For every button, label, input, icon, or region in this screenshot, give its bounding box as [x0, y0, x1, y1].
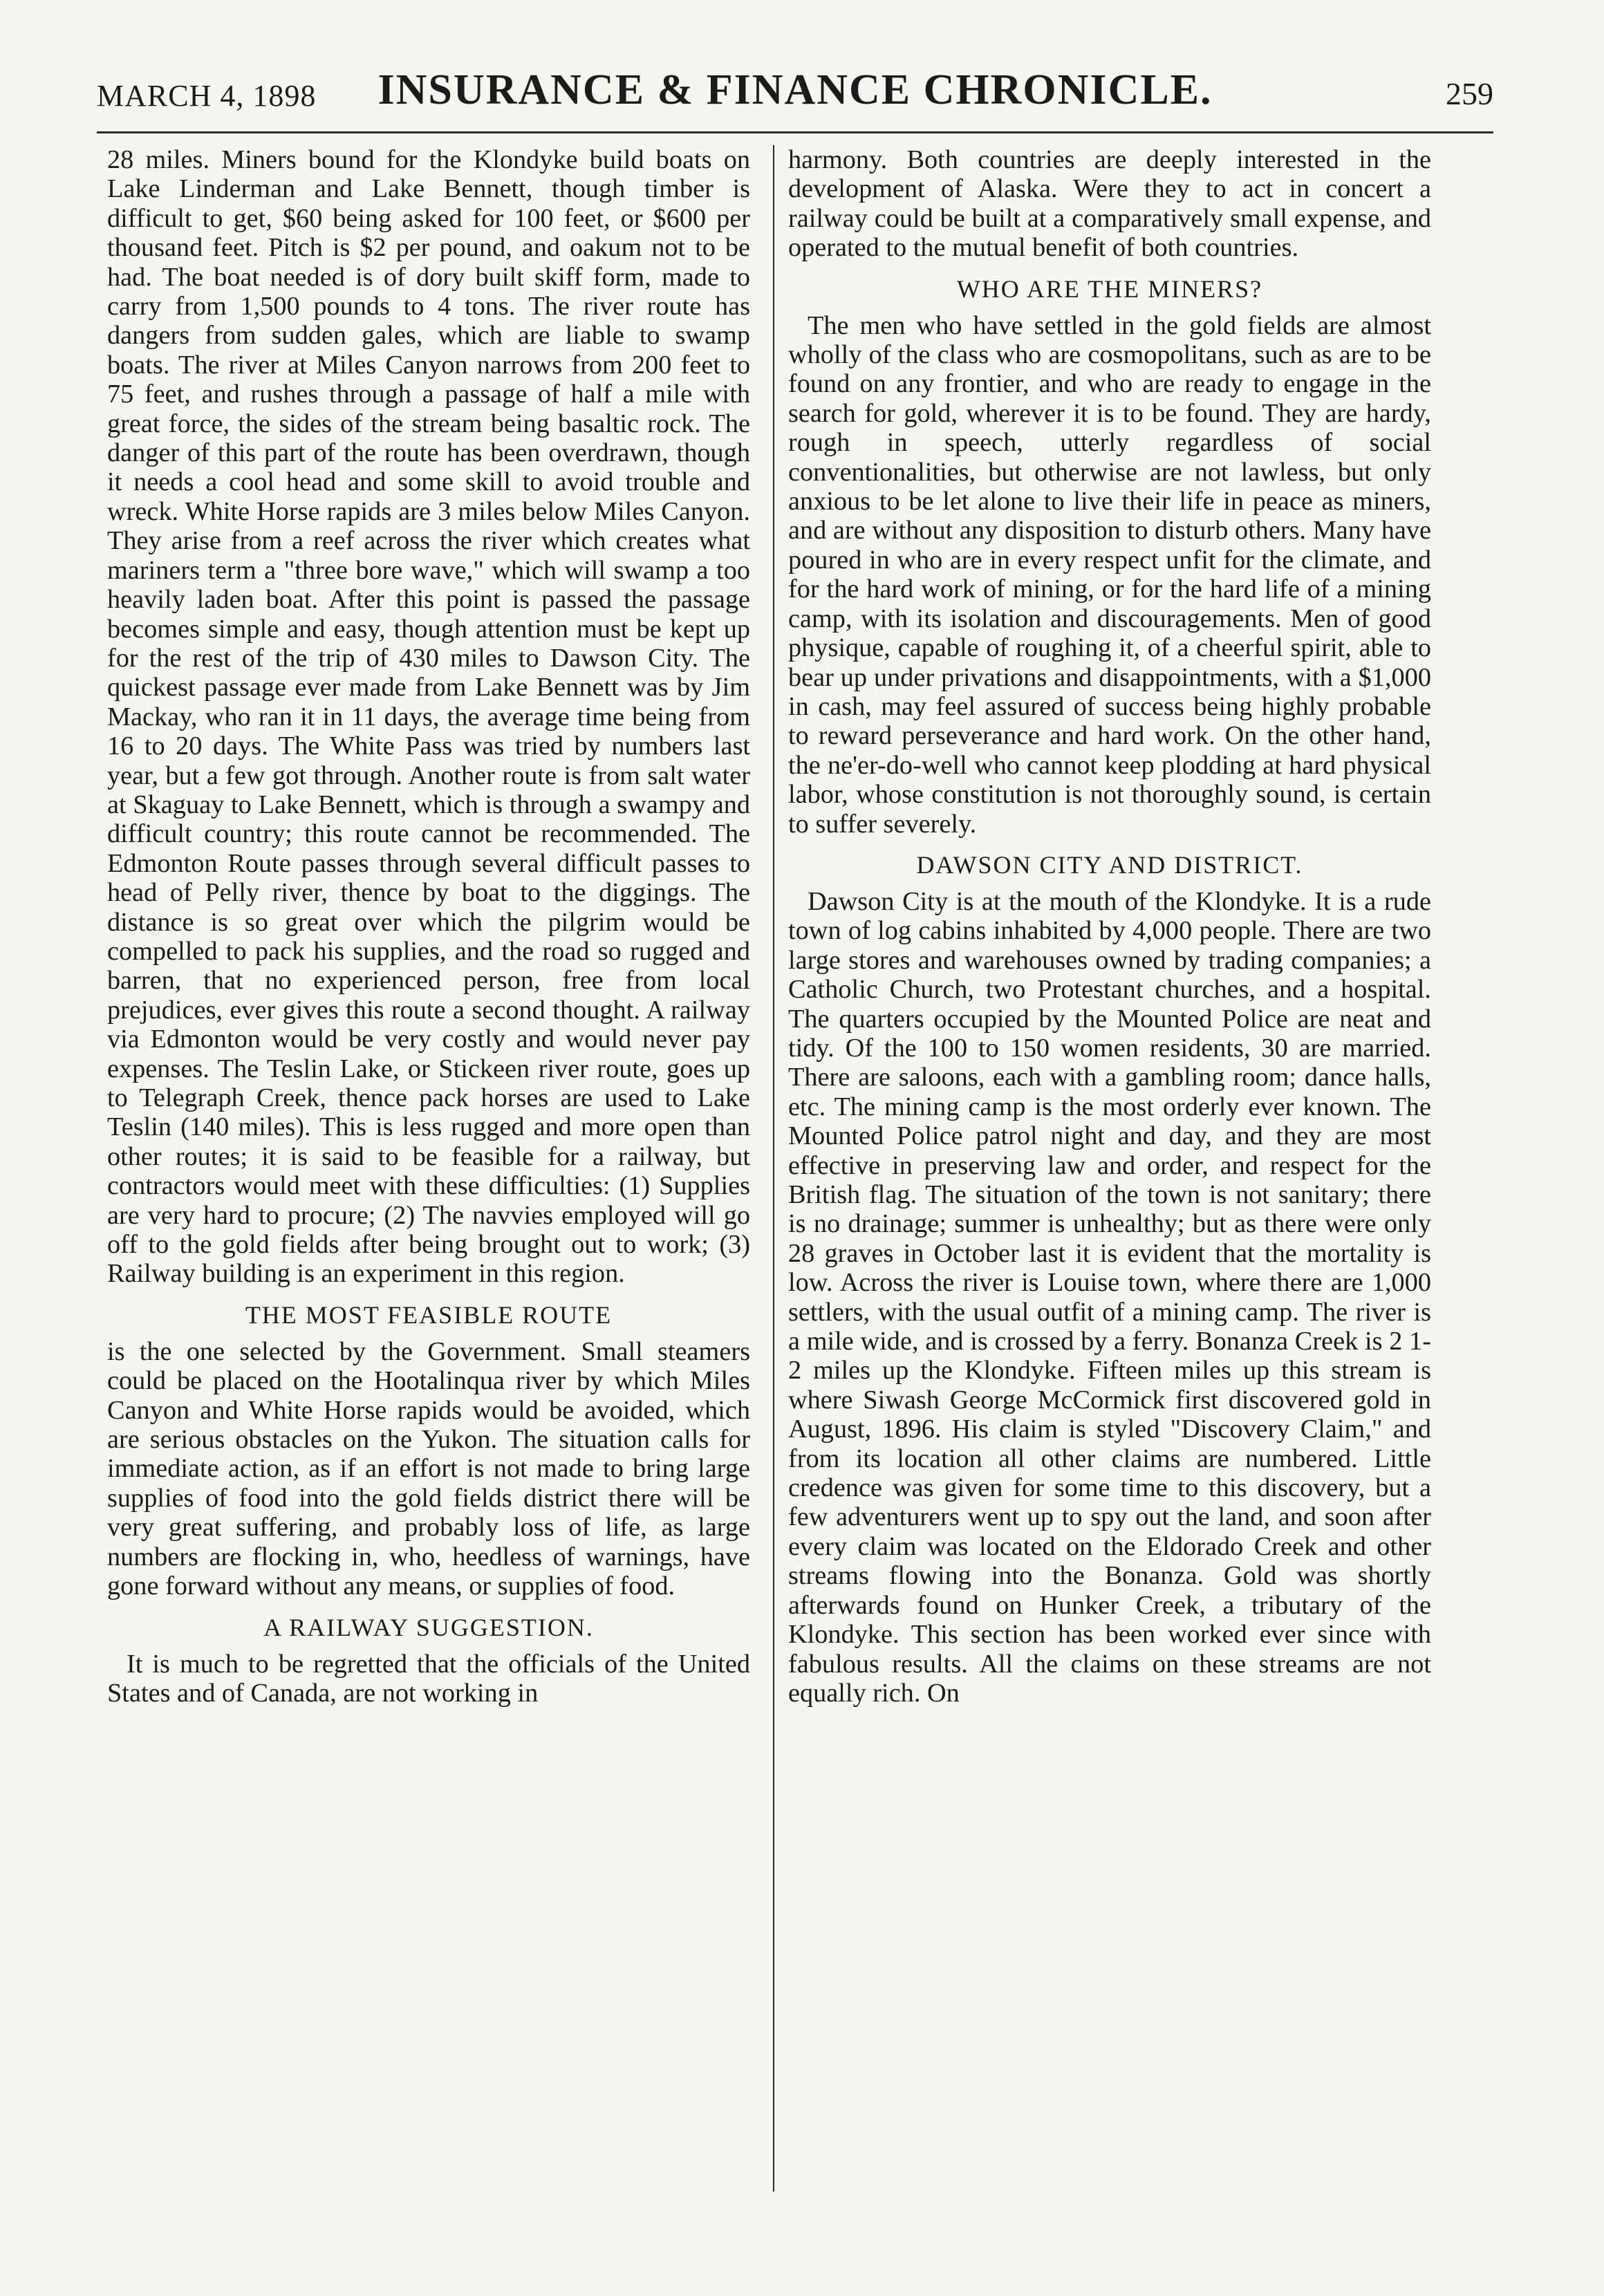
paragraph: is the one selected by the Government. Small steamers could be placed on the Hootalinqua river by which Miles Canyon and White Horse rapids would be avoided, which are serious obstacles on the Yukon. The situation calls for immediate action, as if an effort is not made to bring large supplies of food into the gold fields district there will be very great suffering, and probably loss of life, as large numbers are flocking in, who, heedless of warnings, have gone forward without any means, or supplies of food. [107, 1336, 750, 1601]
paragraph: The men who have settled in the gold fields are almost wholly of the class who are cosmopolitans, such as are to be found on any frontier, and who are ready to engage in the search for gold, wherever it is to be found. They are hardy, rough in speech, utterly regardless of social conventionalities, but otherwise are not lawless, but only anxious to be let alone to live their life in peace as miners, and are without any disposition to disturb others. Many have poured in who are in every respect unfit for the climate, and for the hard work of mining, or for the hard life of a mining camp, with its isolation and discouragements. Men of good physique, capable of roughing it, of a cheerful spirit, able to bear up under privations and disappointments, with a $1,000 in cash, may feel assured of success being highly probable to reward perseverance and hard work. On the other hand, the ne'er-do-well who cannot keep plodding at hard physical labor, whose constitution is not thoroughly sound, is certain to suffer severely. [788, 310, 1431, 839]
right-column [788, 145, 1431, 2192]
paragraph: It is much to be regretted that the officials of the United States and of Canada, are not working in [107, 1649, 750, 1708]
header-date: MARCH 4, 1898 [97, 79, 317, 113]
section-heading: DAWSON CITY AND DISTRICT. [916, 850, 1303, 879]
column-divider [773, 145, 774, 2192]
section-heading: A RAILWAY SUGGESTION. [263, 1613, 594, 1641]
header-title: INSURANCE & FINANCE CHRONICLE. [377, 66, 1213, 113]
page-number: 259 [1446, 76, 1493, 111]
paragraph: 28 miles. Miners bound for the Klondyke build boats on Lake Linderman and Lake Bennett, though timber is difficult to get, $60 being asked for 100 feet, or $600 per thousand feet. Pitch is $2 per pound, and oakum not to be had. The boat needed is of dory built skiff form, made to carry from 1,500 pounds to 4 tons. The river route has dangers from sudden gales, which are liable to swamp boats. The river at Miles Canyon narrows from 200 feet to 75 feet, and rushes through a passage of half a mile with great force, the sides of the stream being basaltic rock. The danger of this part of the route has been overdrawn, though it needs a cool head and some skill to avoid trouble and wreck. White Horse rapids are 3 miles below Miles Canyon. They arise from a reef across the river which creates what mariners term a "three bore wave," which will swamp a too heavily laden boat. After this point is passed the passage becomes simple and easy, though attention must be kept up for the rest of the trip of 430 miles to Dawson City. The quickest passage ever made from Lake Bennett was by Jim Mackay, who ran it in 11 days, the average time being from 16 to 20 days. The White Pass was tried by numbers last year, but a few got through. Another route is from salt water at Skaguay to Lake Bennett, which is through a swampy and difficult country; this route cannot be recommended. The Edmonton Route passes through several difficult passes to head of Pelly river, thence by boat to the diggings. The distance is so great over which the pilgrim would be compelled to pack his supplies, and the road so rugged and barren, that no experienced person, free from local prejudices, ever gives this route a second thought. A railway via Edmonton would be very costly and would never pay expenses. The Teslin Lake, or Stickeen river route, goes up to Telegraph Creek, thence pack horses are used to Lake Teslin (140 miles). This is less rugged and more open than other routes; it is said to be feasible for a railway, but contractors would meet with these difficulties: (1) Supplies are very hard to procure; (2) The navvies employed will go off to the gold fields after being brought out to work; (3) Railway building is an experiment in this region. [107, 145, 750, 1289]
paragraph: harmony. Both countries are deeply interested in the development of Alaska. Were they to act in concert a railway could be built at a comparatively small expense, and operated to the mutual benefit of both countries. [788, 145, 1431, 263]
section-heading: THE MOST FEASIBLE ROUTE [245, 1300, 613, 1329]
section-heading: WHO ARE THE MINERS? [956, 274, 1263, 303]
left-column [107, 145, 750, 2192]
page-header [97, 66, 1493, 128]
paragraph: Dawson City is at the mouth of the Klondyke. It is a rude town of log cabins inhabited by 4,000 people. There are two large stores and warehouses owned by trading companies; a Catholic Church, two Protestant churches, and a hospital. The quarters occupied by the Mounted Police are neat and tidy. Of the 100 to 150 women residents, 30 are married. There are saloons, each with a gambling room; dance halls, etc. The mining camp is the most orderly ever known. The Mounted Police patrol night and day, and they are most effective in preserving law and order, and respect for the British flag. The situation of the town is not sanitary; there is no drainage; summer is unhealthy; but as there were only 28 graves in October last it is evident that the mortality is low. Across the river is Louise town, where there are 1,000 settlers, with the usual outfit of a mining camp. The river is a mile wide, and is crossed by a ferry. Bonanza Creek is 2 1-2 miles up the Klondyke. Fifteen miles up this stream is where Siwash George McCormick first discovered gold in August, 1896. His claim is styled "Discovery Claim," and from its location all other claims are numbered. Little credence was given for some time to this discovery, but a few adventurers went up to spy out the land, and soon after every claim was located on the Eldorado Creek and other streams flowing into the Bonanza. Gold was shortly afterwards found on Hunker Creek, a tributary of the Klondyke. This section has been worked ever since with fabulous results. All the claims on these streams are not equally rich. On [788, 886, 1431, 1708]
header-rule [97, 131, 1493, 133]
